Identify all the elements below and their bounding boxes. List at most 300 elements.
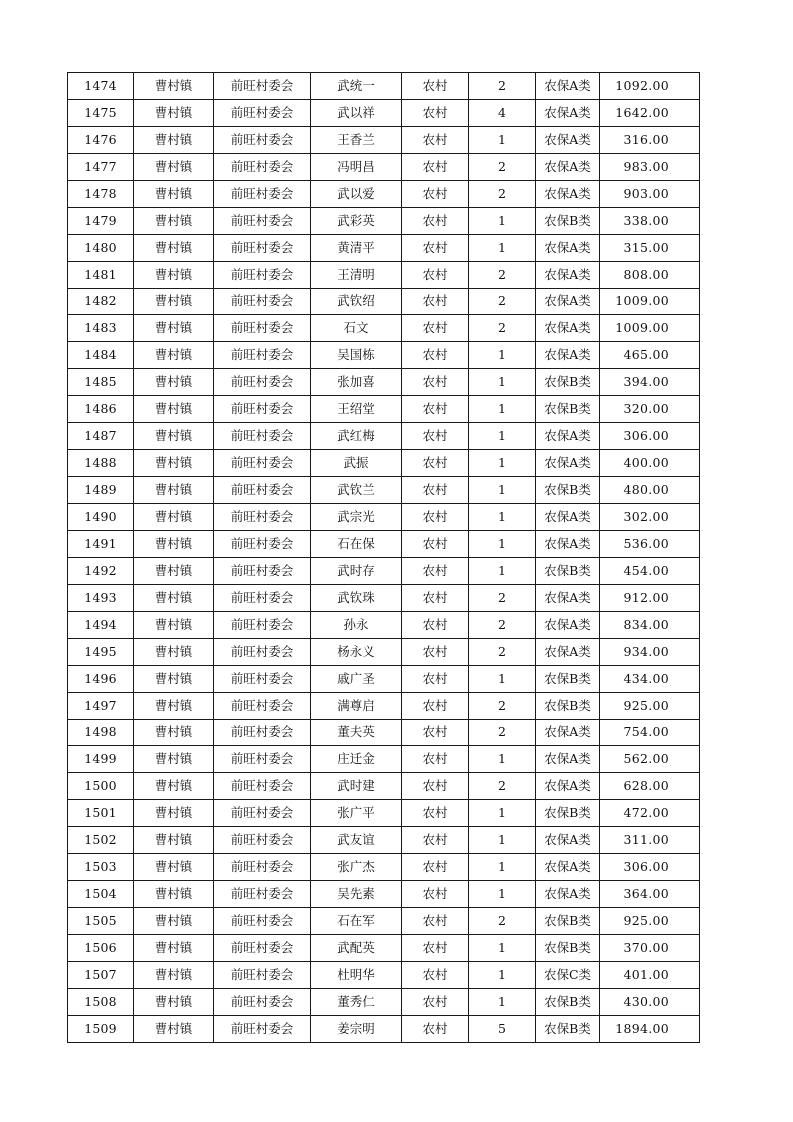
area-type-cell: 农村 xyxy=(402,342,469,369)
roster-table xyxy=(67,72,700,1043)
seq-number-cell: 1500 xyxy=(68,773,134,800)
name-cell: 武彩英 xyxy=(311,207,402,234)
name-cell: 武时建 xyxy=(311,773,402,800)
category-cell: 农保B类 xyxy=(536,369,600,396)
household-size-cell: 2 xyxy=(469,153,536,180)
table-row xyxy=(68,396,700,423)
amount-cell: 311.00 xyxy=(600,827,700,854)
table-row xyxy=(68,773,700,800)
village-committee-cell: 前旺村委会 xyxy=(214,369,311,396)
village-committee-cell: 前旺村委会 xyxy=(214,207,311,234)
category-cell: 农保A类 xyxy=(536,530,600,557)
household-size-cell: 1 xyxy=(469,207,536,234)
category-cell: 农保B类 xyxy=(536,557,600,584)
name-cell: 董秀仁 xyxy=(311,988,402,1015)
household-size-cell: 1 xyxy=(469,369,536,396)
name-cell: 满尊启 xyxy=(311,692,402,719)
area-type-cell: 农村 xyxy=(402,961,469,988)
area-type-cell: 农村 xyxy=(402,854,469,881)
table-row xyxy=(68,180,700,207)
category-cell: 农保B类 xyxy=(536,935,600,962)
category-cell: 农保A类 xyxy=(536,584,600,611)
amount-cell: 925.00 xyxy=(600,908,700,935)
household-size-cell: 1 xyxy=(469,800,536,827)
seq-number-cell: 1506 xyxy=(68,935,134,962)
area-type-cell: 农村 xyxy=(402,638,469,665)
household-size-cell: 1 xyxy=(469,854,536,881)
village-committee-cell: 前旺村委会 xyxy=(214,988,311,1015)
area-type-cell: 农村 xyxy=(402,665,469,692)
name-cell: 吴先素 xyxy=(311,881,402,908)
household-size-cell: 2 xyxy=(469,638,536,665)
village-committee-cell: 前旺村委会 xyxy=(214,504,311,531)
table-row xyxy=(68,611,700,638)
amount-cell: 306.00 xyxy=(600,854,700,881)
village-committee-cell: 前旺村委会 xyxy=(214,126,311,153)
seq-number-cell: 1499 xyxy=(68,746,134,773)
seq-number-cell: 1507 xyxy=(68,961,134,988)
name-cell: 武统一 xyxy=(311,73,402,100)
category-cell: 农保A类 xyxy=(536,126,600,153)
seq-number-cell: 1504 xyxy=(68,881,134,908)
name-cell: 石在军 xyxy=(311,908,402,935)
table-row xyxy=(68,557,700,584)
town-cell: 曹村镇 xyxy=(134,153,214,180)
area-type-cell: 农村 xyxy=(402,827,469,854)
table-row xyxy=(68,504,700,531)
town-cell: 曹村镇 xyxy=(134,800,214,827)
household-size-cell: 1 xyxy=(469,881,536,908)
household-size-cell: 1 xyxy=(469,234,536,261)
table-row xyxy=(68,1015,700,1042)
town-cell: 曹村镇 xyxy=(134,423,214,450)
table-row xyxy=(68,692,700,719)
amount-cell: 983.00 xyxy=(600,153,700,180)
household-size-cell: 2 xyxy=(469,692,536,719)
area-type-cell: 农村 xyxy=(402,692,469,719)
household-size-cell: 2 xyxy=(469,611,536,638)
household-size-cell: 1 xyxy=(469,665,536,692)
household-size-cell: 1 xyxy=(469,477,536,504)
category-cell: 农保B类 xyxy=(536,800,600,827)
amount-cell: 320.00 xyxy=(600,396,700,423)
village-committee-cell: 前旺村委会 xyxy=(214,342,311,369)
amount-cell: 364.00 xyxy=(600,881,700,908)
household-size-cell: 1 xyxy=(469,126,536,153)
town-cell: 曹村镇 xyxy=(134,1015,214,1042)
category-cell: 农保A类 xyxy=(536,450,600,477)
table-row xyxy=(68,584,700,611)
seq-number-cell: 1474 xyxy=(68,73,134,100)
table-row xyxy=(68,423,700,450)
household-size-cell: 2 xyxy=(469,719,536,746)
area-type-cell: 农村 xyxy=(402,611,469,638)
village-committee-cell: 前旺村委会 xyxy=(214,800,311,827)
village-committee-cell: 前旺村委会 xyxy=(214,423,311,450)
name-cell: 武钦绍 xyxy=(311,288,402,315)
name-cell: 武钦珠 xyxy=(311,584,402,611)
category-cell: 农保A类 xyxy=(536,288,600,315)
category-cell: 农保A类 xyxy=(536,611,600,638)
household-size-cell: 1 xyxy=(469,746,536,773)
seq-number-cell: 1503 xyxy=(68,854,134,881)
category-cell: 农保B类 xyxy=(536,207,600,234)
category-cell: 农保A类 xyxy=(536,504,600,531)
village-committee-cell: 前旺村委会 xyxy=(214,611,311,638)
name-cell: 姜宗明 xyxy=(311,1015,402,1042)
household-size-cell: 1 xyxy=(469,530,536,557)
name-cell: 张广杰 xyxy=(311,854,402,881)
amount-cell: 834.00 xyxy=(600,611,700,638)
table-row xyxy=(68,450,700,477)
area-type-cell: 农村 xyxy=(402,73,469,100)
seq-number-cell: 1490 xyxy=(68,504,134,531)
area-type-cell: 农村 xyxy=(402,988,469,1015)
area-type-cell: 农村 xyxy=(402,477,469,504)
amount-cell: 306.00 xyxy=(600,423,700,450)
amount-cell: 1092.00 xyxy=(600,73,700,100)
area-type-cell: 农村 xyxy=(402,557,469,584)
village-committee-cell: 前旺村委会 xyxy=(214,719,311,746)
area-type-cell: 农村 xyxy=(402,908,469,935)
area-type-cell: 农村 xyxy=(402,396,469,423)
seq-number-cell: 1477 xyxy=(68,153,134,180)
seq-number-cell: 1508 xyxy=(68,988,134,1015)
category-cell: 农保A类 xyxy=(536,73,600,100)
table-row xyxy=(68,73,700,100)
amount-cell: 1009.00 xyxy=(600,315,700,342)
category-cell: 农保A类 xyxy=(536,773,600,800)
household-size-cell: 1 xyxy=(469,557,536,584)
category-cell: 农保A类 xyxy=(536,261,600,288)
category-cell: 农保A类 xyxy=(536,827,600,854)
seq-number-cell: 1497 xyxy=(68,692,134,719)
category-cell: 农保B类 xyxy=(536,988,600,1015)
seq-number-cell: 1496 xyxy=(68,665,134,692)
area-type-cell: 农村 xyxy=(402,423,469,450)
table-row xyxy=(68,261,700,288)
seq-number-cell: 1482 xyxy=(68,288,134,315)
household-size-cell: 2 xyxy=(469,288,536,315)
name-cell: 冯明昌 xyxy=(311,153,402,180)
category-cell: 农保A类 xyxy=(536,153,600,180)
amount-cell: 562.00 xyxy=(600,746,700,773)
household-size-cell: 5 xyxy=(469,1015,536,1042)
amount-cell: 302.00 xyxy=(600,504,700,531)
table-row xyxy=(68,207,700,234)
category-cell: 农保A类 xyxy=(536,638,600,665)
village-committee-cell: 前旺村委会 xyxy=(214,746,311,773)
village-committee-cell: 前旺村委会 xyxy=(214,99,311,126)
name-cell: 吴国栋 xyxy=(311,342,402,369)
household-size-cell: 2 xyxy=(469,180,536,207)
category-cell: 农保A类 xyxy=(536,342,600,369)
category-cell: 农保A类 xyxy=(536,234,600,261)
name-cell: 董夫英 xyxy=(311,719,402,746)
table-row xyxy=(68,153,700,180)
town-cell: 曹村镇 xyxy=(134,288,214,315)
seq-number-cell: 1498 xyxy=(68,719,134,746)
area-type-cell: 农村 xyxy=(402,800,469,827)
name-cell: 张加喜 xyxy=(311,369,402,396)
category-cell: 农保B类 xyxy=(536,477,600,504)
table-row xyxy=(68,126,700,153)
town-cell: 曹村镇 xyxy=(134,827,214,854)
seq-number-cell: 1492 xyxy=(68,557,134,584)
town-cell: 曹村镇 xyxy=(134,988,214,1015)
name-cell: 武以祥 xyxy=(311,99,402,126)
category-cell: 农保B类 xyxy=(536,908,600,935)
household-size-cell: 1 xyxy=(469,450,536,477)
name-cell: 杨永义 xyxy=(311,638,402,665)
category-cell: 农保A类 xyxy=(536,719,600,746)
seq-number-cell: 1487 xyxy=(68,423,134,450)
village-committee-cell: 前旺村委会 xyxy=(214,935,311,962)
town-cell: 曹村镇 xyxy=(134,342,214,369)
table-row xyxy=(68,800,700,827)
village-committee-cell: 前旺村委会 xyxy=(214,234,311,261)
amount-cell: 315.00 xyxy=(600,234,700,261)
village-committee-cell: 前旺村委会 xyxy=(214,261,311,288)
seq-number-cell: 1485 xyxy=(68,369,134,396)
seq-number-cell: 1483 xyxy=(68,315,134,342)
area-type-cell: 农村 xyxy=(402,746,469,773)
seq-number-cell: 1502 xyxy=(68,827,134,854)
household-size-cell: 2 xyxy=(469,73,536,100)
household-size-cell: 2 xyxy=(469,908,536,935)
village-committee-cell: 前旺村委会 xyxy=(214,665,311,692)
seq-number-cell: 1486 xyxy=(68,396,134,423)
town-cell: 曹村镇 xyxy=(134,261,214,288)
area-type-cell: 农村 xyxy=(402,584,469,611)
village-committee-cell: 前旺村委会 xyxy=(214,961,311,988)
category-cell: 农保A类 xyxy=(536,881,600,908)
seq-number-cell: 1480 xyxy=(68,234,134,261)
household-size-cell: 1 xyxy=(469,396,536,423)
table-row xyxy=(68,477,700,504)
seq-number-cell: 1501 xyxy=(68,800,134,827)
amount-cell: 370.00 xyxy=(600,935,700,962)
town-cell: 曹村镇 xyxy=(134,396,214,423)
name-cell: 孙永 xyxy=(311,611,402,638)
town-cell: 曹村镇 xyxy=(134,207,214,234)
household-size-cell: 2 xyxy=(469,315,536,342)
area-type-cell: 农村 xyxy=(402,153,469,180)
amount-cell: 808.00 xyxy=(600,261,700,288)
town-cell: 曹村镇 xyxy=(134,99,214,126)
town-cell: 曹村镇 xyxy=(134,477,214,504)
category-cell: 农保B类 xyxy=(536,396,600,423)
name-cell: 王香兰 xyxy=(311,126,402,153)
area-type-cell: 农村 xyxy=(402,369,469,396)
name-cell: 石文 xyxy=(311,315,402,342)
name-cell: 武以爱 xyxy=(311,180,402,207)
village-committee-cell: 前旺村委会 xyxy=(214,692,311,719)
amount-cell: 628.00 xyxy=(600,773,700,800)
area-type-cell: 农村 xyxy=(402,530,469,557)
area-type-cell: 农村 xyxy=(402,207,469,234)
table-row xyxy=(68,988,700,1015)
name-cell: 戚广圣 xyxy=(311,665,402,692)
table-row xyxy=(68,288,700,315)
village-committee-cell: 前旺村委会 xyxy=(214,450,311,477)
name-cell: 武红梅 xyxy=(311,423,402,450)
seq-number-cell: 1475 xyxy=(68,99,134,126)
village-committee-cell: 前旺村委会 xyxy=(214,908,311,935)
table-row xyxy=(68,369,700,396)
household-size-cell: 1 xyxy=(469,504,536,531)
name-cell: 武宗光 xyxy=(311,504,402,531)
town-cell: 曹村镇 xyxy=(134,73,214,100)
town-cell: 曹村镇 xyxy=(134,530,214,557)
village-committee-cell: 前旺村委会 xyxy=(214,1015,311,1042)
amount-cell: 401.00 xyxy=(600,961,700,988)
household-size-cell: 2 xyxy=(469,773,536,800)
name-cell: 武钦兰 xyxy=(311,477,402,504)
village-committee-cell: 前旺村委会 xyxy=(214,73,311,100)
area-type-cell: 农村 xyxy=(402,126,469,153)
household-size-cell: 1 xyxy=(469,935,536,962)
amount-cell: 465.00 xyxy=(600,342,700,369)
household-size-cell: 1 xyxy=(469,988,536,1015)
amount-cell: 1894.00 xyxy=(600,1015,700,1042)
table-row xyxy=(68,935,700,962)
area-type-cell: 农村 xyxy=(402,288,469,315)
household-size-cell: 2 xyxy=(469,261,536,288)
town-cell: 曹村镇 xyxy=(134,908,214,935)
household-size-cell: 1 xyxy=(469,827,536,854)
seq-number-cell: 1495 xyxy=(68,638,134,665)
amount-cell: 1009.00 xyxy=(600,288,700,315)
name-cell: 石在保 xyxy=(311,530,402,557)
seq-number-cell: 1505 xyxy=(68,908,134,935)
village-committee-cell: 前旺村委会 xyxy=(214,881,311,908)
town-cell: 曹村镇 xyxy=(134,719,214,746)
amount-cell: 400.00 xyxy=(600,450,700,477)
amount-cell: 536.00 xyxy=(600,530,700,557)
area-type-cell: 农村 xyxy=(402,1015,469,1042)
village-committee-cell: 前旺村委会 xyxy=(214,153,311,180)
seq-number-cell: 1476 xyxy=(68,126,134,153)
amount-cell: 912.00 xyxy=(600,584,700,611)
village-committee-cell: 前旺村委会 xyxy=(214,530,311,557)
category-cell: 农保B类 xyxy=(536,692,600,719)
category-cell: 农保A类 xyxy=(536,854,600,881)
table-row xyxy=(68,719,700,746)
table-row xyxy=(68,234,700,261)
town-cell: 曹村镇 xyxy=(134,450,214,477)
name-cell: 杜明华 xyxy=(311,961,402,988)
town-cell: 曹村镇 xyxy=(134,180,214,207)
town-cell: 曹村镇 xyxy=(134,557,214,584)
town-cell: 曹村镇 xyxy=(134,611,214,638)
name-cell: 武配英 xyxy=(311,935,402,962)
town-cell: 曹村镇 xyxy=(134,126,214,153)
table-row xyxy=(68,746,700,773)
category-cell: 农保A类 xyxy=(536,315,600,342)
village-committee-cell: 前旺村委会 xyxy=(214,584,311,611)
household-size-cell: 4 xyxy=(469,99,536,126)
name-cell: 王绍堂 xyxy=(311,396,402,423)
amount-cell: 430.00 xyxy=(600,988,700,1015)
roster-body xyxy=(68,73,700,1043)
seq-number-cell: 1479 xyxy=(68,207,134,234)
household-size-cell: 1 xyxy=(469,342,536,369)
table-row xyxy=(68,827,700,854)
category-cell: 农保A类 xyxy=(536,423,600,450)
name-cell: 武时存 xyxy=(311,557,402,584)
household-size-cell: 2 xyxy=(469,584,536,611)
seq-number-cell: 1484 xyxy=(68,342,134,369)
table-row xyxy=(68,638,700,665)
town-cell: 曹村镇 xyxy=(134,881,214,908)
name-cell: 武振 xyxy=(311,450,402,477)
area-type-cell: 农村 xyxy=(402,450,469,477)
seq-number-cell: 1481 xyxy=(68,261,134,288)
name-cell: 庄迁金 xyxy=(311,746,402,773)
category-cell: 农保A类 xyxy=(536,746,600,773)
name-cell: 王清明 xyxy=(311,261,402,288)
amount-cell: 903.00 xyxy=(600,180,700,207)
amount-cell: 394.00 xyxy=(600,369,700,396)
table-row xyxy=(68,315,700,342)
amount-cell: 316.00 xyxy=(600,126,700,153)
area-type-cell: 农村 xyxy=(402,234,469,261)
area-type-cell: 农村 xyxy=(402,315,469,342)
village-committee-cell: 前旺村委会 xyxy=(214,638,311,665)
amount-cell: 434.00 xyxy=(600,665,700,692)
village-committee-cell: 前旺村委会 xyxy=(214,477,311,504)
area-type-cell: 农村 xyxy=(402,935,469,962)
seq-number-cell: 1509 xyxy=(68,1015,134,1042)
town-cell: 曹村镇 xyxy=(134,504,214,531)
table-row xyxy=(68,342,700,369)
town-cell: 曹村镇 xyxy=(134,638,214,665)
town-cell: 曹村镇 xyxy=(134,746,214,773)
town-cell: 曹村镇 xyxy=(134,935,214,962)
amount-cell: 338.00 xyxy=(600,207,700,234)
village-committee-cell: 前旺村委会 xyxy=(214,557,311,584)
seq-number-cell: 1494 xyxy=(68,611,134,638)
table-row xyxy=(68,961,700,988)
amount-cell: 754.00 xyxy=(600,719,700,746)
category-cell: 农保A类 xyxy=(536,180,600,207)
seq-number-cell: 1478 xyxy=(68,180,134,207)
household-size-cell: 1 xyxy=(469,423,536,450)
town-cell: 曹村镇 xyxy=(134,234,214,261)
seq-number-cell: 1493 xyxy=(68,584,134,611)
name-cell: 张广平 xyxy=(311,800,402,827)
name-cell: 黄清平 xyxy=(311,234,402,261)
town-cell: 曹村镇 xyxy=(134,854,214,881)
village-committee-cell: 前旺村委会 xyxy=(214,854,311,881)
seq-number-cell: 1489 xyxy=(68,477,134,504)
category-cell: 农保B类 xyxy=(536,1015,600,1042)
seq-number-cell: 1488 xyxy=(68,450,134,477)
area-type-cell: 农村 xyxy=(402,99,469,126)
town-cell: 曹村镇 xyxy=(134,584,214,611)
village-committee-cell: 前旺村委会 xyxy=(214,180,311,207)
area-type-cell: 农村 xyxy=(402,719,469,746)
name-cell: 武友谊 xyxy=(311,827,402,854)
town-cell: 曹村镇 xyxy=(134,369,214,396)
village-committee-cell: 前旺村委会 xyxy=(214,827,311,854)
town-cell: 曹村镇 xyxy=(134,773,214,800)
table-row xyxy=(68,854,700,881)
town-cell: 曹村镇 xyxy=(134,961,214,988)
village-committee-cell: 前旺村委会 xyxy=(214,315,311,342)
category-cell: 农保C类 xyxy=(536,961,600,988)
